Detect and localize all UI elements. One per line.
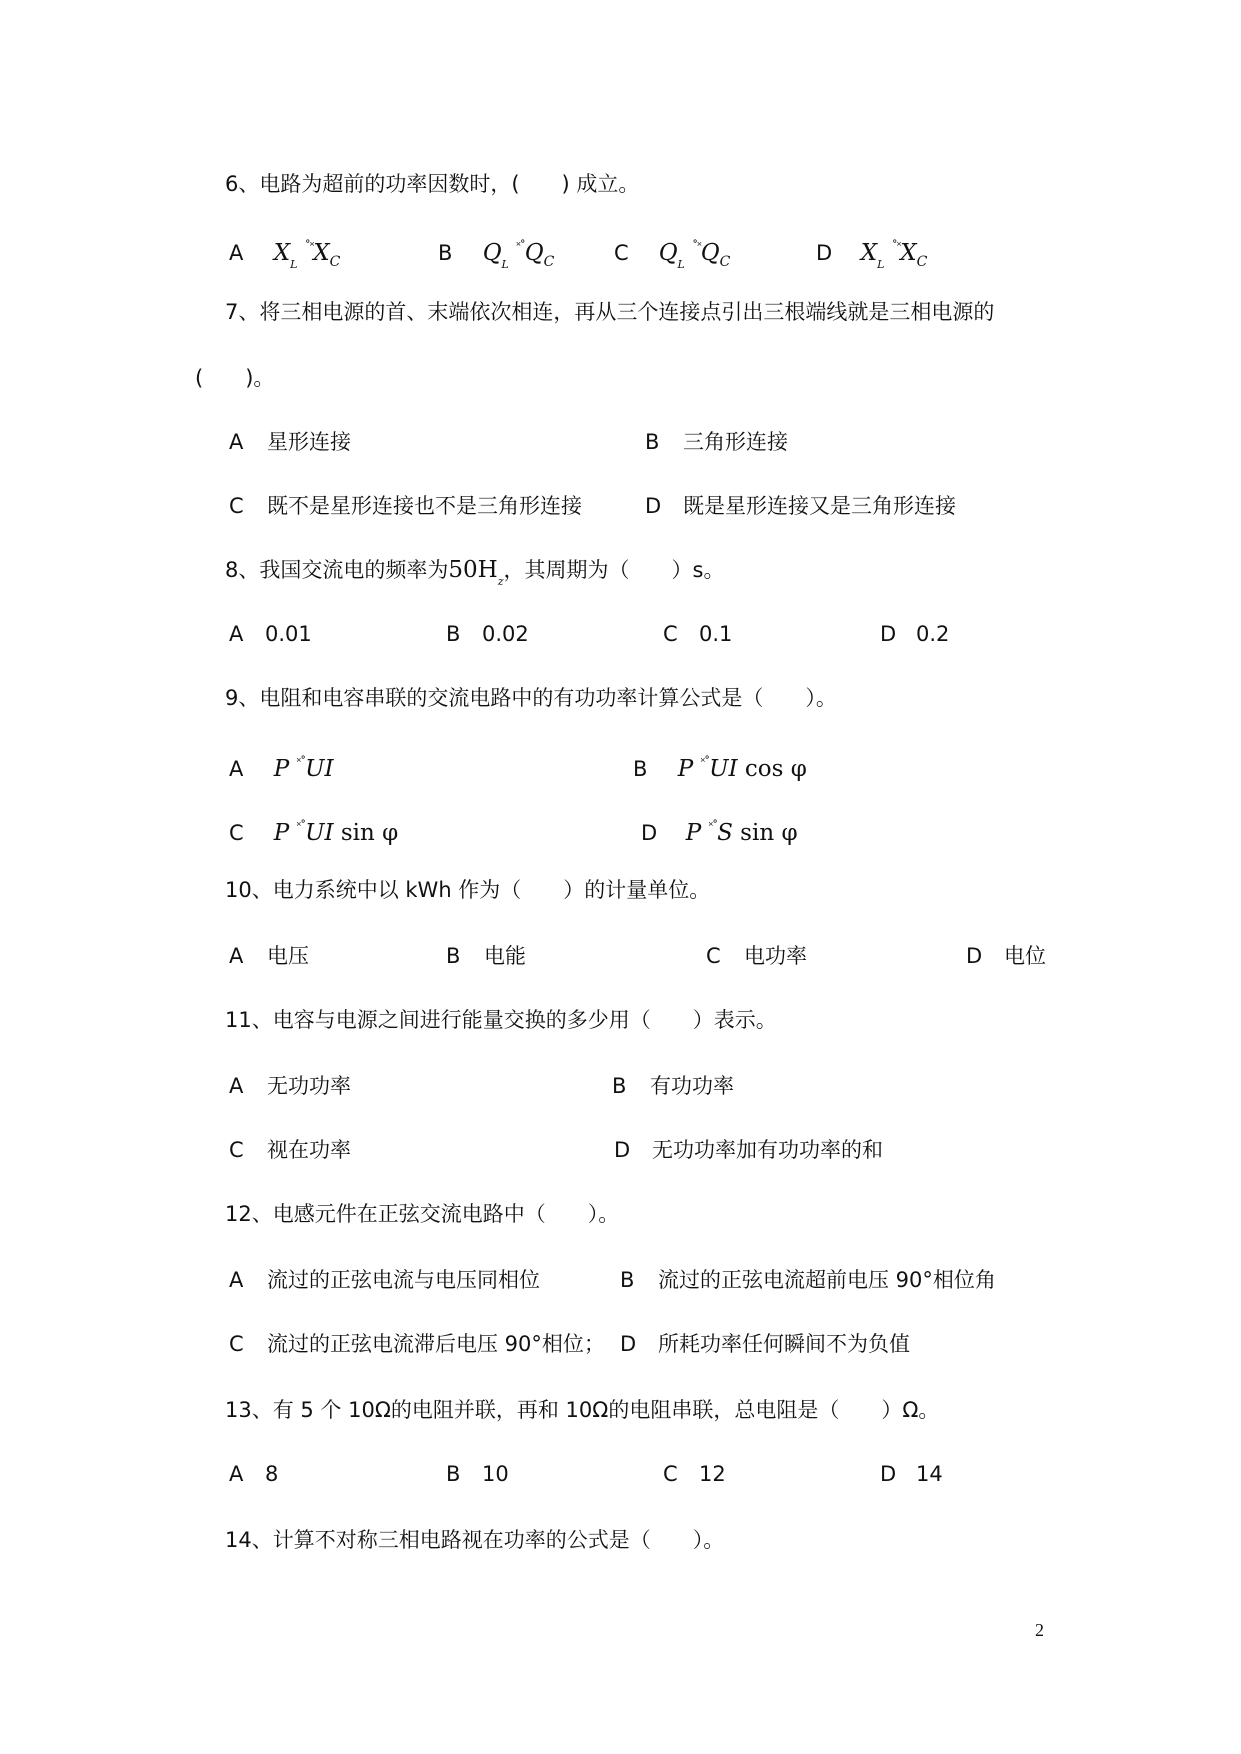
q8-stem: 8、我国交流电的频率为$50H_z$，其周期为（ ）s。	[225, 557, 725, 588]
q8-option-b: B 0.02	[446, 622, 529, 646]
q7-stem-line1: 7、将三相电源的首、末端依次相连，再从三个连接点引出三根端线就是三相电源的	[225, 300, 995, 324]
q7-option-c: C 既不是星形连接也不是三角形连接	[229, 494, 582, 518]
q7-option-a: A 星形连接	[229, 430, 351, 454]
q6-option-d: D $X_L$ $^{˚˟}X_C$	[816, 239, 928, 271]
q6-stem: 6、电路为超前的功率因数时，( ) 成立。	[225, 172, 640, 196]
q9-option-a: A P ˟˚UI	[229, 755, 334, 782]
q11-option-d: D 无功功率加有功功率的和	[614, 1138, 883, 1162]
q6-option-c: C $Q_L$ $^{˚˟}Q_C$	[614, 239, 731, 271]
q14-stem: 14、计算不对称三相电路视在功率的公式是（ ）。	[225, 1528, 725, 1552]
q7-option-d: D 既是星形连接又是三角形连接	[645, 494, 956, 518]
q12-stem: 12、电感元件在正弦交流电路中（ ）。	[225, 1202, 620, 1226]
q11-stem: 11、电容与电源之间进行能量交换的多少用（ ）表示。	[225, 1008, 777, 1032]
q13-option-a: A 8	[229, 1462, 279, 1486]
q7-stem-line2: ( )。	[195, 366, 275, 390]
q10-stem: 10、电力系统中以 kWh 作为（ ）的计量单位。	[225, 878, 711, 902]
q13-option-b: B 10	[446, 1462, 509, 1486]
q8-option-d: D 0.2	[880, 622, 950, 646]
q7-option-b: B 三角形连接	[645, 430, 788, 454]
q9-option-d: D P ˟˚S sin φ	[641, 819, 798, 846]
q9-stem: 9、电阻和电容串联的交流电路中的有功功率计算公式是（ ）。	[225, 686, 837, 710]
q12-option-c: C 流过的正弦电流滞后电压 90°相位；	[229, 1332, 605, 1356]
q11-option-b: B 有功功率	[612, 1074, 734, 1098]
q12-option-d: D 所耗功率任何瞬间不为负值	[620, 1332, 910, 1356]
q13-option-d: D 14	[880, 1462, 943, 1486]
q9-option-c: C P ˟˚UI sin φ	[229, 819, 399, 846]
page-number: 2	[1035, 1620, 1044, 1640]
q9-option-b: B P ˟˚UI cos φ	[633, 755, 807, 782]
q6-option-b: B $Q_L$ $^{˟˚}Q_C$	[438, 239, 555, 271]
q8-option-c: C 0.1	[663, 622, 733, 646]
q11-option-a: A 无功功率	[229, 1074, 351, 1098]
q12-option-a: A 流过的正弦电流与电压同相位	[229, 1268, 540, 1292]
q8-option-a: A 0.01	[229, 622, 312, 646]
q13-stem: 13、有 5 个 10Ω的电阻并联，再和 10Ω的电阻串联，总电阻是（ ）Ω。	[225, 1398, 940, 1422]
q10-option-d: D 电位	[966, 944, 1046, 968]
q10-option-b: B 电能	[446, 944, 526, 968]
q10-option-a: A 电压	[229, 944, 309, 968]
q12-option-b: B 流过的正弦电流超前电压 90°相位角	[620, 1268, 996, 1292]
q10-option-c: C 电功率	[706, 944, 807, 968]
q13-option-c: C 12	[663, 1462, 726, 1486]
q11-option-c: C 视在功率	[229, 1138, 351, 1162]
q6-option-a: A $X_L$ $^{˚˟}X_C$	[229, 239, 341, 271]
